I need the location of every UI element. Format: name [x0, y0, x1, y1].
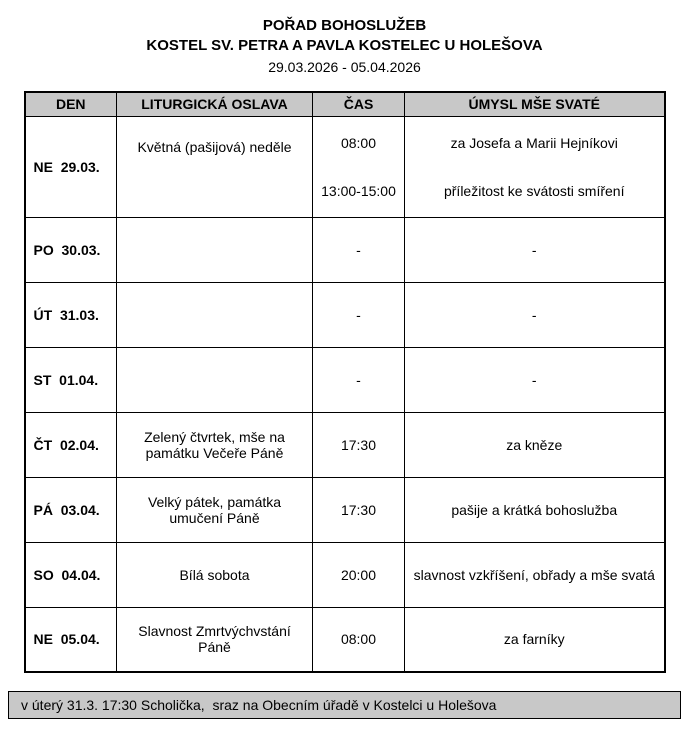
time-cell: -: [313, 282, 405, 347]
time-cell: -: [313, 347, 405, 412]
col-header-den: DEN: [25, 92, 117, 116]
intention-cell: -: [405, 282, 665, 347]
table-header-row: [25, 92, 665, 116]
table-row: [25, 412, 665, 477]
day-cell: SO 04.04.: [25, 542, 117, 607]
intention-line: za Josefa a Marii Hejníkovi: [450, 134, 618, 151]
day-cell: ČT 02.04.: [25, 412, 117, 477]
day-cell: PO 30.03.: [25, 217, 117, 282]
day-cell: NE 05.04.: [25, 607, 117, 672]
date-range: 29.03.2026 - 05.04.2026: [268, 59, 421, 75]
time-cell: 17:30: [313, 412, 405, 477]
liturgy-cell: [117, 116, 313, 217]
day-cell: NE 29.03.: [25, 116, 117, 217]
col-header-cas: ČAS: [313, 92, 405, 116]
day-cell: ÚT 31.03.: [25, 282, 117, 347]
liturgy-cell: [117, 282, 313, 347]
page-title: POŘAD BOHOSLUŽEB: [262, 17, 427, 34]
day-cell: ST 01.04.: [25, 347, 117, 412]
intention-cell: za kněze: [405, 412, 665, 477]
table-row: [25, 607, 665, 672]
footer-note: v úterý 31.3. 17:30 Scholička, sraz na Obecním úřadě v Kostelci u Holešova: [8, 691, 681, 719]
intention-cell: slavnost vzkříšení, obřady a mše svatá: [405, 542, 665, 607]
table-row: [25, 217, 665, 282]
liturgy-cell: [117, 347, 313, 412]
table-row: [25, 116, 665, 217]
day-cell: PÁ 03.04.: [25, 477, 117, 542]
intention-line: příležitost ke svátosti smíření: [443, 182, 625, 199]
table-row: [25, 542, 665, 607]
time-line: 08:00: [340, 134, 377, 151]
intention-cell: -: [405, 347, 665, 412]
intention-cell: -: [405, 217, 665, 282]
intention-cell: [405, 116, 665, 217]
time-cell: 17:30: [313, 477, 405, 542]
table-row: [25, 477, 665, 542]
col-header-liturgicka-oslava: LITURGICKÁ OSLAVA: [117, 92, 313, 116]
time-cell: 08:00: [313, 607, 405, 672]
col-header-umysl-mse-svate: ÚMYSL MŠE SVATÉ: [405, 92, 665, 116]
intention-cell: za farníky: [405, 607, 665, 672]
liturgy-line: Květná (pašijová) neděle: [137, 138, 292, 155]
liturgy-cell: Zelený čtvrtek, mše na památku Večeře Páně: [117, 412, 313, 477]
time-cell: -: [313, 217, 405, 282]
page-subtitle: KOSTEL SV. PETRA A PAVLA KOSTELEC U HOLEŠOVA: [146, 37, 543, 54]
time-cell: 20:00: [313, 542, 405, 607]
table-row: [25, 347, 665, 412]
liturgy-cell: [117, 217, 313, 282]
liturgy-cell: Slavnost Zmrtvýchvstání Páně: [117, 607, 313, 672]
intention-cell: pašije a krátká bohoslužba: [405, 477, 665, 542]
time-cell: [313, 116, 405, 217]
liturgy-cell: Velký pátek, památka umučení Páně: [117, 477, 313, 542]
liturgy-cell: Bílá sobota: [117, 542, 313, 607]
schedule-table: [24, 91, 666, 673]
document-header: [0, 0, 689, 78]
table-row: [25, 282, 665, 347]
time-line: 13:00-15:00: [321, 182, 396, 199]
